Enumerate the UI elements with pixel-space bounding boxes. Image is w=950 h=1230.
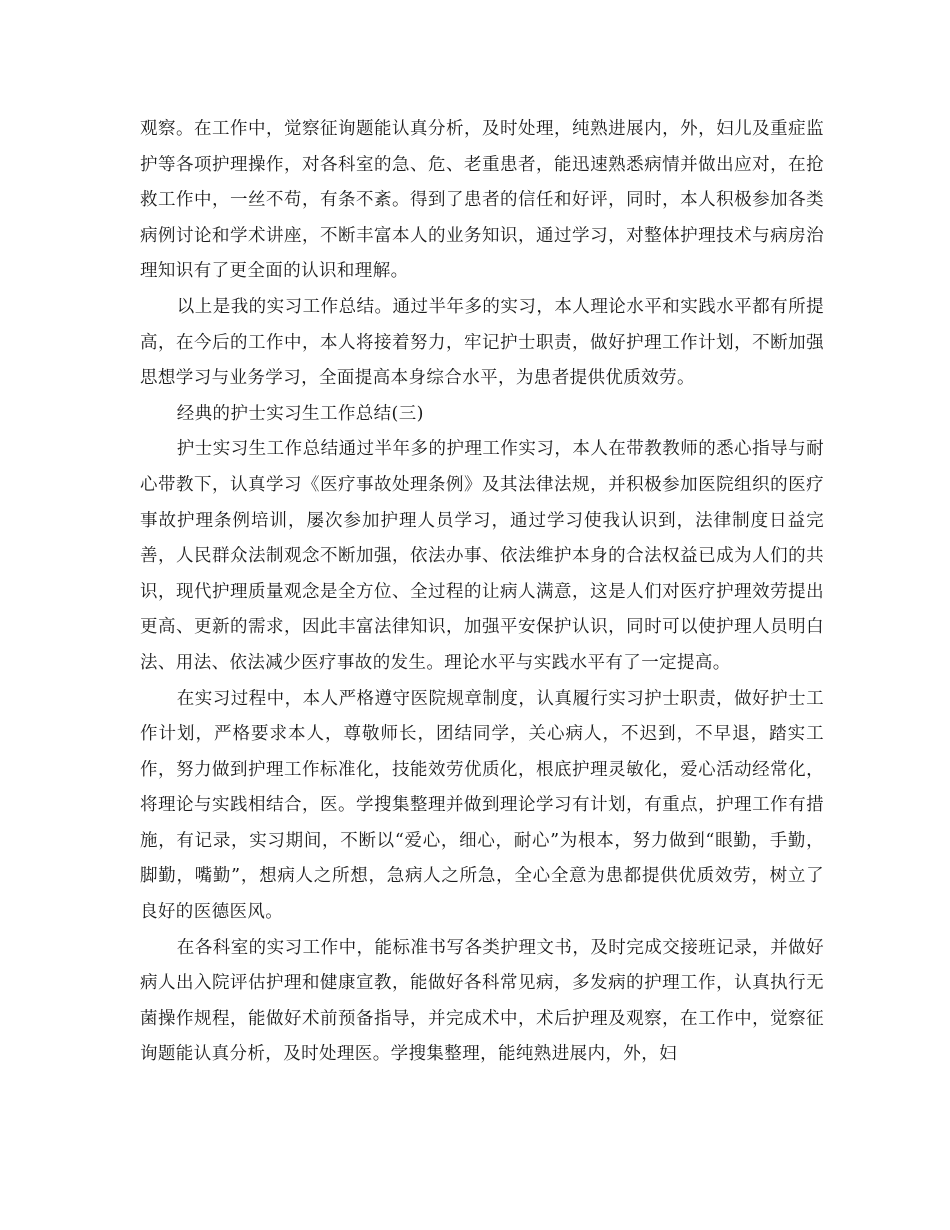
paragraph-summary: 以上是我的实习工作总结。通过半年多的实习，本人理论水平和实践水平都有所提高，在今后的工作中，本人将接着努力，牢记护士职责，做好护理工作计划，不断加强思想学习与业务学习，全面提高本身综合水平，为患者提供优质效劳。	[140, 296, 824, 389]
document-body	[140, 112, 824, 1073]
paragraph-practice: 在实习过程中，本人严格遵守医院规章制度，认真履行实习护士职责，做好护士工作计划，严格要求本人，尊敬师长，团结同学，关心病人，不迟到，不早退，踏实工作，努力做到护理工作标准化，技能效劳优质化，根底护理灵敏化，爱心活动经常化，将理论与实践相结合，医。学搜集整理并做到理论学习有计划，有重点，护理工作有措施，有记录，实习期间，不断以“爱心，细心，耐心”为根本，努力做到“眼勤，手勤，脚勤，嘴勤”，想病人之所想，急病人之所急，全心全意为患都提供优质效劳，树立了良好的医德医风。	[140, 688, 824, 923]
paragraph-intro: 护士实习生工作总结通过半年多的护理工作实习，本人在带教教师的悉心指导与耐心带教下，认真学习《医疗事故处理条例》及其法律法规，并积极参加医院组织的医疗事故护理条例培训，屡次参加护理人员学习，通过学习使我认识到，法律制度日益完善，人民群众法制观念不断加强，依法办事、依法维护本身的合法权益已成为人们的共识，现代护理质量观念是全方位、全过程的让病人满意，这是人们对医疗护理效劳提出更高、更新的需求，因此丰富法律知识，加强平安保护认识，同时可以使护理人员明白法、用法、依法减少医疗事故的发生。理论水平与实践水平有了一定提高。	[140, 439, 824, 673]
paragraph-departments: 在各科室的实习工作中，能标准书写各类护理文书，及时完成交接班记录，并做好病人出入院评估护理和健康宣教，能做好各科常见病，多发病的护理工作，认真执行无菌操作规程，能做好术前预备指导，并完成术中，术后护理及观察，在工作中，觉察征询题能认真分析，及时处理医。学搜集整理，能纯熟进展内，外，妇	[140, 937, 824, 1065]
paragraph-continuation: 观察。在工作中，觉察征询题能认真分析，及时处理，纯熟进展内，外，妇儿及重症监护等各项护理操作，对各科室的急、危、老重患者，能迅速熟悉病情并做出应对，在抢救工作中，一丝不苟，有条不紊。得到了患者的信任和好评，同时，本人积极参加各类病例讨论和学术讲座，不断丰富本人的业务知识，通过学习，对整体护理技术与病房治理知识有了更全面的认识和理解。	[140, 119, 824, 282]
section-heading: 经典的护士实习生工作总结(三)	[176, 403, 424, 424]
